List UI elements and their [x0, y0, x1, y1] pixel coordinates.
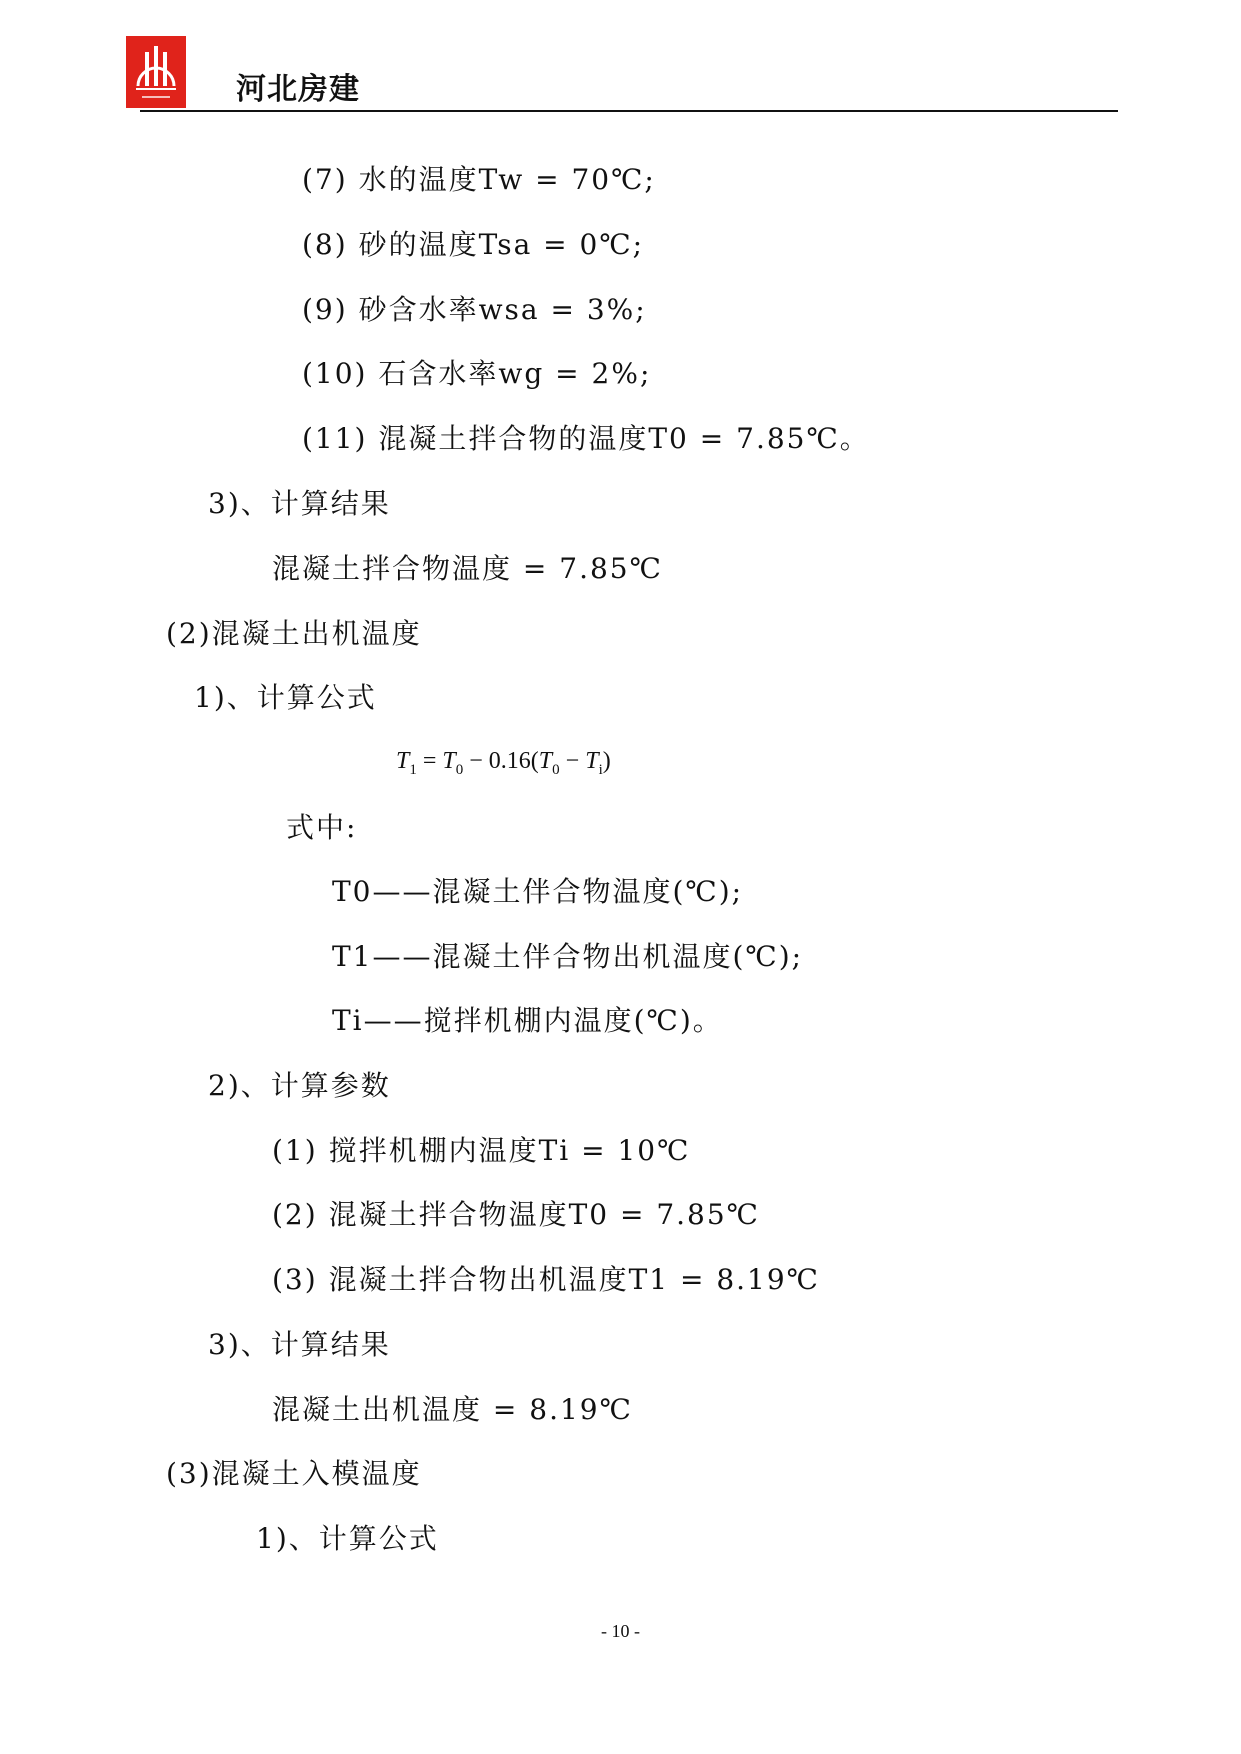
subheading-formula-2: 1)、计算公式: [256, 1522, 439, 1555]
subheading-result: 3)、计算结果: [208, 487, 391, 520]
section-heading-3: (3)混凝土入模温度: [166, 1457, 422, 1490]
page-number: - 10 -: [601, 1621, 640, 1641]
result-discharge-temp: 混凝土出机温度 = 8.19℃: [272, 1393, 633, 1426]
header-rule: [140, 110, 1118, 112]
param-sand-temp: (8) 砂的温度Tsa = 0℃;: [302, 228, 645, 261]
header-brand: 河北房建: [236, 72, 360, 107]
def-ti: Ti——搅拌机棚内温度(℃)。: [332, 1004, 723, 1037]
param-t1: (3) 混凝土拌合物出机温度T1 = 8.19℃: [272, 1263, 820, 1296]
def-t0: T0——混凝土伴合物温度(℃);: [332, 875, 744, 908]
company-logo: [126, 36, 186, 108]
result-mix-temp: 混凝土拌合物温度 = 7.85℃: [272, 552, 663, 585]
param-sand-moisture: (9) 砂含水率wsa = 3%;: [302, 293, 647, 326]
param-shed-temp: (1) 搅拌机棚内温度Ti = 10℃: [272, 1134, 691, 1167]
section-heading-2: (2)混凝土出机温度: [166, 617, 422, 650]
subheading-params: 2)、计算参数: [208, 1069, 391, 1102]
def-t1: T1——混凝土伴合物出机温度(℃);: [332, 940, 804, 973]
param-t0: (2) 混凝土拌合物温度T0 = 7.85℃: [272, 1198, 760, 1231]
param-stone-moisture: (10) 石含水率wg = 2%;: [302, 357, 652, 390]
param-mix-temp: (11) 混凝土拌合物的温度T0 = 7.85℃。: [302, 422, 870, 455]
where-label: 式中:: [286, 811, 358, 844]
param-water-temp: (7) 水的温度Tw = 70℃;: [302, 163, 656, 196]
subheading-result-2: 3)、计算结果: [208, 1328, 391, 1361]
subheading-formula: 1)、计算公式: [194, 681, 377, 714]
formula-discharge-temp: $T_1 = T_0 - 0.16(T_0 - T_i)$: [396, 748, 611, 778]
